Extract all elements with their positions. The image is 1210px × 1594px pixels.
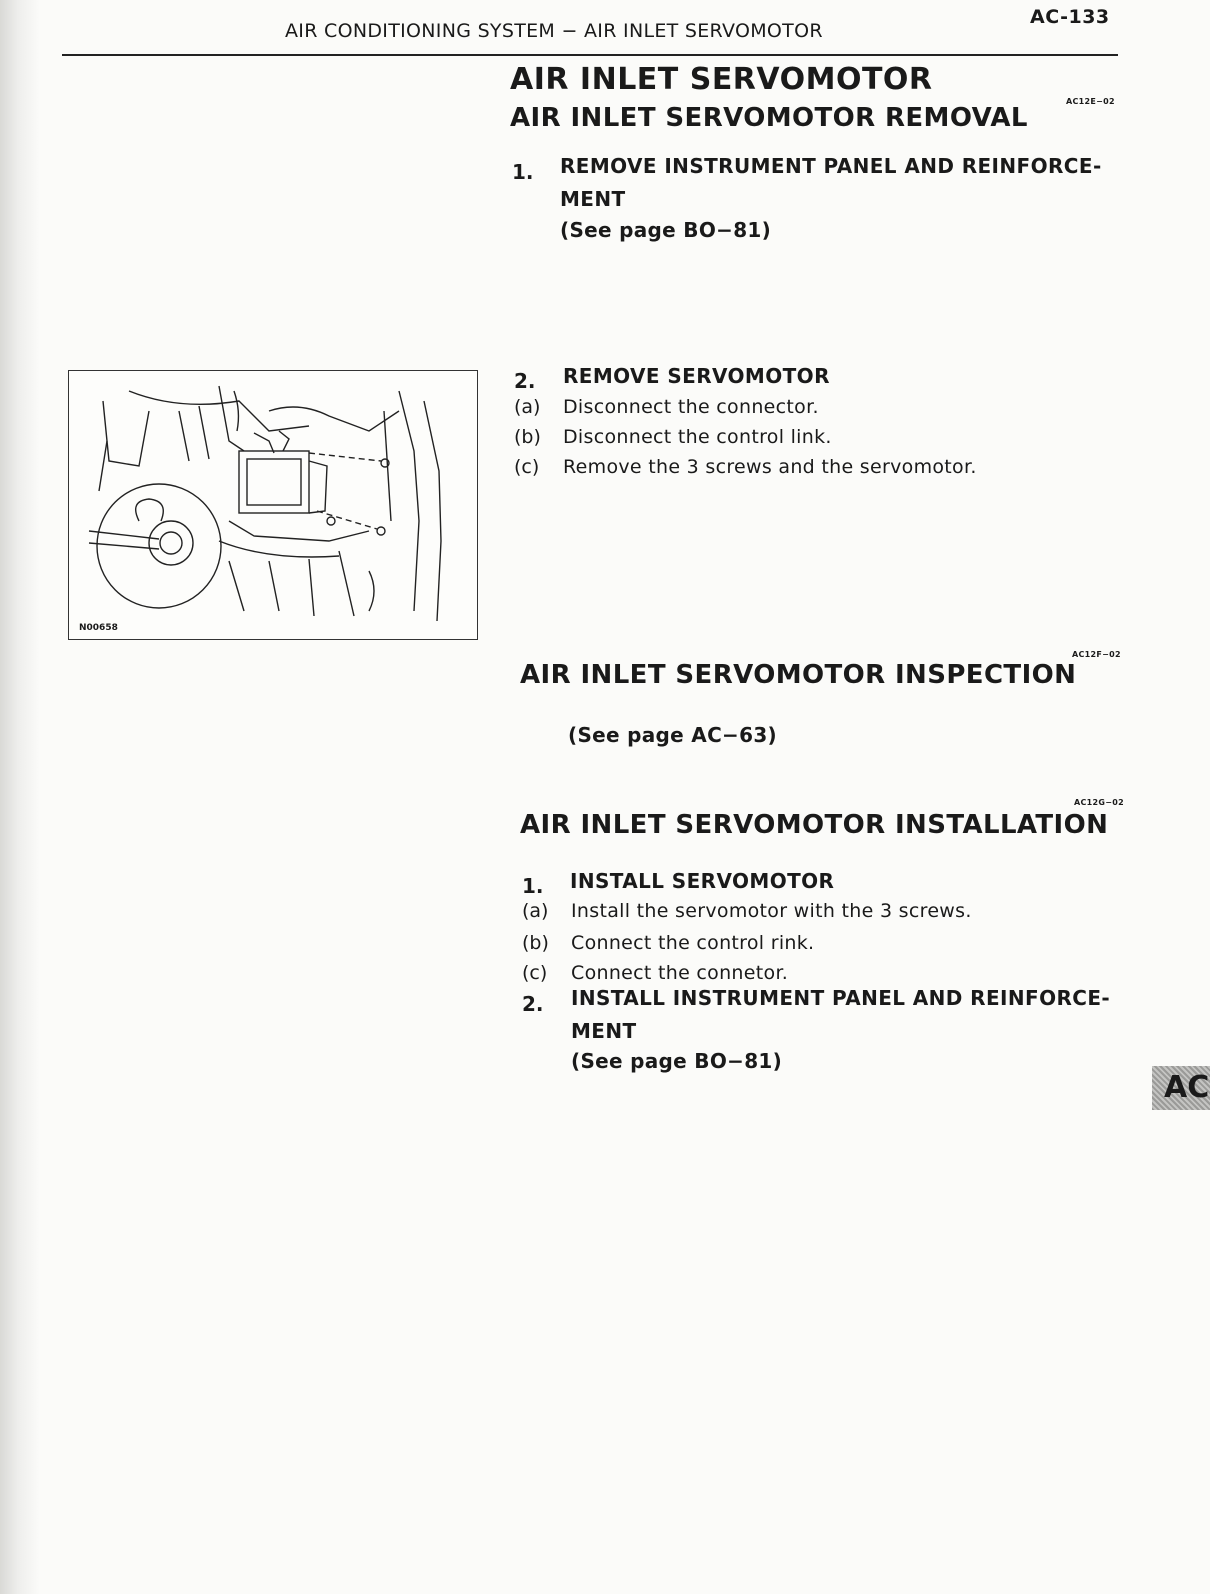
removal-step-1-number: 1.: [512, 160, 534, 184]
removal-sub-b-letter: (b): [514, 426, 541, 448]
installation-code: AC12G−02: [1074, 798, 1124, 807]
installation-sub-b-text: Connect the control rink.: [571, 932, 815, 954]
removal-sub-c-text: Remove the 3 screws and the servomotor.: [563, 456, 977, 478]
installation-step-1-title: INSTALL SERVOMOTOR: [570, 869, 835, 893]
section-tab: [1152, 1066, 1210, 1110]
removal-sub-a-text: Disconnect the connector.: [563, 396, 819, 418]
inspection-ref: (See page AC−63): [568, 723, 777, 747]
removal-step-2-title: REMOVE SERVOMOTOR: [563, 364, 830, 388]
installation-step-2-ref: (See page BO−81): [571, 1049, 783, 1073]
inspection-code: AC12F−02: [1072, 650, 1121, 659]
servomotor-drawing: [69, 371, 477, 639]
installation-sub-c-letter: (c): [522, 962, 548, 984]
servomotor-illustration: [68, 370, 478, 640]
installation-step-2-title-line1: INSTALL INSTRUMENT PANEL AND REINFORCE-: [571, 986, 1111, 1010]
header-divider: [62, 54, 1118, 56]
removal-step-1-title-line1: REMOVE INSTRUMENT PANEL AND REINFORCE-: [560, 154, 1102, 178]
removal-heading: AIR INLET SERVOMOTOR REMOVAL: [510, 103, 1028, 133]
removal-sub-c-letter: (c): [514, 456, 540, 478]
installation-step-2-title: [571, 982, 1110, 1048]
figure-code: N00658: [79, 623, 118, 633]
header-title: AIR CONDITIONING SYSTEM − AIR INLET SERVOMOTOR: [285, 20, 823, 42]
section-tab-label: AC: [1164, 1070, 1210, 1105]
installation-sub-a-letter: (a): [522, 900, 549, 922]
page-number: AC-133: [1030, 6, 1110, 28]
installation-sub-c-text: Connect the connetor.: [571, 962, 789, 984]
removal-step-1-ref: (See page BO−81): [560, 218, 772, 242]
installation-sub-a-text: Install the servomotor with the 3 screws.: [571, 900, 972, 922]
main-title: AIR INLET SERVOMOTOR: [510, 62, 933, 97]
inspection-heading: AIR INLET SERVOMOTOR INSPECTION: [520, 660, 1077, 690]
removal-sub-b-text: Disconnect the control link.: [563, 426, 832, 448]
installation-step-2-number: 2.: [522, 992, 544, 1016]
removal-step-2-number: 2.: [514, 369, 536, 393]
installation-heading: AIR INLET SERVOMOTOR INSTALLATION: [520, 810, 1109, 840]
removal-sub-a-letter: (a): [514, 396, 541, 418]
installation-step-1-number: 1.: [522, 874, 544, 898]
installation-sub-b-letter: (b): [522, 932, 549, 954]
removal-step-1-title-line2: MENT: [560, 187, 626, 211]
removal-code: AC12E−02: [1066, 97, 1115, 106]
installation-step-2-title-line2: MENT: [571, 1019, 637, 1043]
removal-step-1-title: [560, 150, 1102, 216]
page-edge-shadow: [0, 0, 40, 1594]
